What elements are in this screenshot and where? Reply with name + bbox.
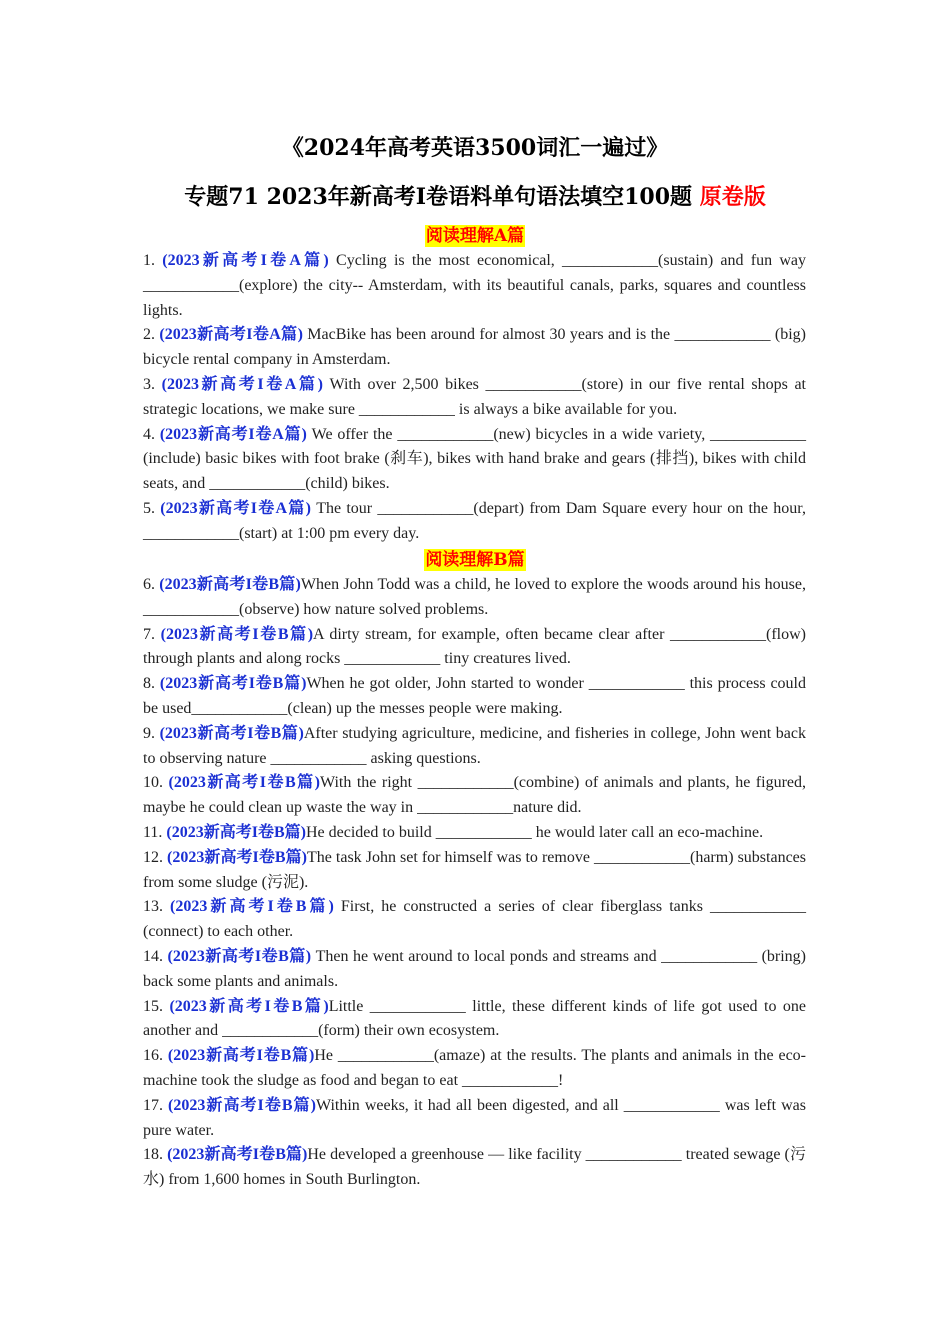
question-item-6 — [143, 573, 806, 623]
question-source: (2023新高考I卷B篇) — [170, 898, 334, 916]
question-text: With over 2,500 bikes ____________(store) in our five rental shops at strategic locations, we make sure ____________ is always a bike available for you. — [143, 375, 806, 418]
question-source: (2023新高考I卷B篇) — [168, 774, 320, 792]
question-number: 4. — [143, 425, 160, 443]
question-number: 1. — [143, 252, 163, 269]
subtitle-main: 专题71 2023年新高考I卷语料单句语法填空100题 — [184, 184, 700, 210]
question-source: (2023新高考I卷B篇) — [167, 947, 312, 965]
section-a-questions — [143, 249, 806, 547]
question-source: (2023新高考I卷B篇) — [167, 1146, 308, 1164]
question-text: The task John set for himself was to remove ____________(harm) substances from some sludge (污泥). — [143, 848, 807, 891]
question-source: (2023新高考I卷A篇) — [160, 499, 311, 517]
question-source: (2023新高考I卷A篇) — [161, 375, 323, 393]
question-source: (2023新高考I卷B篇) — [169, 997, 329, 1015]
question-source: (2023新高考I卷B篇) — [168, 1096, 316, 1114]
question-item-12 — [143, 846, 806, 896]
question-item-9 — [143, 722, 806, 772]
question-text: A dirty stream, for example, often became clear after ____________(flow) through plants and along rocks ____________ tiny creatures lived. — [143, 625, 807, 668]
question-number: 11. — [143, 823, 167, 841]
question-number: 2. — [143, 326, 160, 344]
question-item-2 — [143, 323, 806, 373]
question-source: (2023新高考I卷A篇) — [159, 326, 303, 344]
question-text: We offer the ____________(new) bicycles in a wide variety, ____________ (include) basic bikes with foot brake (刹车), bikes with hand brake and gears (排挡), bikes with child seats, and ____________(child) bikes. — [143, 425, 807, 493]
question-number: 8. — [143, 675, 160, 693]
section-heading-b: 阅读理解B篇 — [425, 550, 525, 570]
question-source: (2023新高考I卷B篇) — [159, 576, 301, 593]
question-number: 15. — [143, 997, 170, 1015]
question-number: 6. — [143, 576, 160, 593]
question-item-4 — [143, 423, 806, 497]
question-item-8 — [143, 672, 806, 722]
question-item-7 — [143, 623, 806, 673]
question-number: 10. — [143, 774, 169, 792]
question-source: (2023新高考I卷B篇) — [160, 625, 314, 643]
section-b-heading-wrap — [0, 549, 950, 571]
question-item-5 — [143, 497, 806, 547]
question-source: (2023新高考I卷B篇) — [167, 1047, 315, 1065]
question-item-16 — [143, 1044, 806, 1094]
question-text: With the right ____________(combine) of animals and plants, he figured, maybe he could clean up waste the way in ____________nature did. — [143, 774, 807, 817]
question-text: The tour ____________(depart) from Dam Square every hour on the hour, ____________(start) at 1:00 pm every day. — [143, 499, 806, 542]
question-text: Then he went around to local ponds and streams and ____________ (bring) back some plants and animals. — [143, 947, 807, 990]
question-item-1 — [143, 249, 806, 323]
question-number: 7. — [143, 625, 161, 643]
question-item-13 — [143, 895, 806, 945]
question-number: 12. — [143, 848, 168, 866]
question-text: Within weeks, it had all been digested, and all ____________ was left was pure water. — [143, 1096, 807, 1139]
question-text: After studying agriculture, medicine, and fisheries in college, John went back to observing nature ____________ asking questions. — [143, 724, 806, 767]
question-text: Little ____________ little, these different kinds of life got used to one another and ____________(form) their own ecosystem. — [143, 997, 807, 1040]
section-b-questions — [143, 573, 806, 1193]
question-item-11 — [143, 821, 806, 846]
question-number: 18. — [143, 1146, 168, 1164]
question-item-18 — [143, 1143, 806, 1193]
question-item-15 — [143, 995, 806, 1045]
question-text: When John Todd was a child, he loved to explore the woods around his house, ____________(observe) how nature solved problems. — [143, 576, 807, 618]
subtitle-highlight: 原卷版 — [699, 184, 766, 210]
question-number: 5. — [143, 499, 161, 517]
question-text: First, he constructed a series of clear fiberglass tanks ____________ (connect) to each other. — [143, 898, 807, 941]
question-number: 13. — [143, 898, 171, 916]
question-number: 17. — [143, 1096, 169, 1114]
question-text: He decided to build ____________ he would later call an eco-machine. — [305, 823, 764, 841]
question-text: Cycling is the most economical, ____________(sustain) and fun way ____________(explore) the city-- Amsterdam, with its beautiful canals, parks, squares and countless lights. — [143, 252, 807, 319]
question-text: MacBike has been around for almost 30 years and is the ____________ (big) bicycle rental company in Amsterdam. — [143, 326, 807, 369]
question-number: 14. — [143, 947, 168, 965]
document-title: 《2024年高考英语3500词汇一遍过》 — [281, 135, 669, 161]
question-item-3 — [143, 373, 806, 423]
question-text: When he got older, John started to wonder ____________ this process could be used____________(clean) up the messes people were making. — [143, 675, 806, 717]
question-number: 16. — [143, 1047, 168, 1065]
question-source: (2023新高考I卷A篇) — [159, 425, 307, 443]
question-text: He developed a greenhouse — like facility ____________ treated sewage (污水) from 1,600 homes in South Burlington. — [143, 1146, 806, 1189]
question-source: (2023新高考I卷A篇) — [162, 252, 329, 269]
section-heading-a: 阅读理解A篇 — [425, 226, 525, 246]
question-text: He ____________(amaze) at the results. The plants and animals in the eco-machine took the sludge as food and began to eat ____________! — [143, 1047, 807, 1089]
question-number: 3. — [143, 375, 162, 393]
question-number: 9. — [143, 724, 160, 742]
question-item-17 — [143, 1094, 806, 1144]
question-item-10 — [143, 771, 806, 821]
question-source: (2023新高考I卷B篇) — [159, 675, 307, 693]
section-a-heading-wrap — [0, 225, 950, 247]
question-source: (2023新高考I卷B篇) — [159, 724, 304, 742]
question-item-14 — [143, 945, 806, 995]
document-subtitle — [0, 186, 950, 208]
question-source: (2023新高考I卷B篇) — [167, 848, 307, 866]
question-source: (2023新高考I卷B篇) — [166, 823, 306, 841]
